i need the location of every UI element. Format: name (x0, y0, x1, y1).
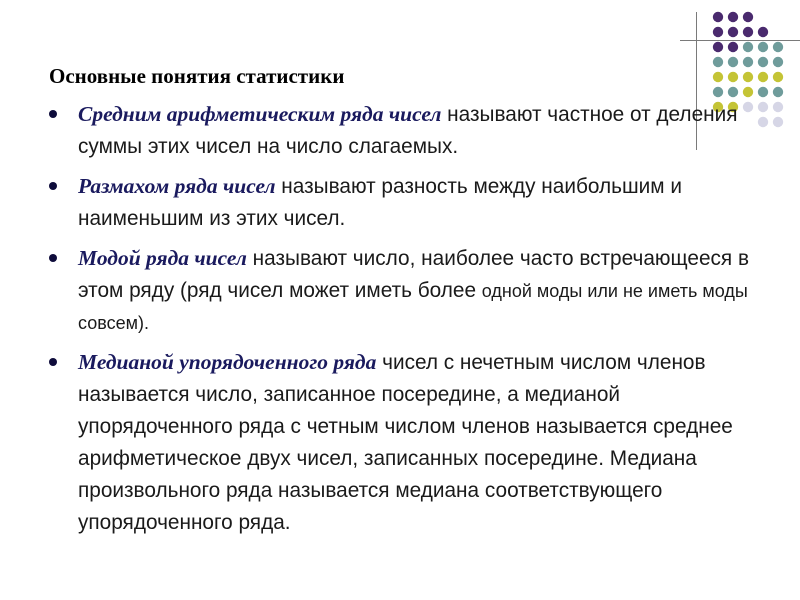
definition-mode: называют число, наиболее часто встречающееся в этом ряду (ряд чисел может иметь более (78, 247, 749, 302)
term-mode: Модой ряда чисел (78, 246, 247, 270)
decorative-dot (758, 87, 768, 97)
decorative-dot (758, 117, 768, 127)
slide-title: Основные понятия статистики (49, 64, 345, 88)
decorative-dot (743, 57, 753, 67)
bullet-icon (49, 254, 57, 262)
decorative-dot (773, 117, 783, 127)
decorative-dot (743, 87, 753, 97)
decorative-dot (773, 72, 783, 82)
decorative-dot (713, 12, 723, 22)
decorative-dot (713, 87, 723, 97)
list-item-mean (46, 98, 758, 163)
decorative-dot (743, 12, 753, 22)
decorative-dot (713, 27, 723, 37)
decorative-dot (713, 72, 723, 82)
decorative-dot (728, 57, 738, 67)
definition-median: чисел с нечетным числом членов называется число, записанное посередине, а медианой упорядоченного ряда с четным числом членов называется среднее арифметическое двух чисел, записанных посередине. Медиана произвольного ряда называется медиана соответствующего упорядоченного ряда. (78, 351, 733, 534)
definition-range: называют разность между наибольшим и наименьшим из этих чисел. (78, 175, 682, 230)
decorative-dot (773, 87, 783, 97)
decorative-dot (743, 72, 753, 82)
list-item-mode (46, 242, 758, 339)
decorative-dot (713, 42, 723, 52)
term-range: Размахом ряда чисел (78, 174, 276, 198)
definition-mode-continued: одной моды или не иметь моды совсем). (78, 281, 748, 333)
decorative-dot (743, 27, 753, 37)
decorative-dot (773, 42, 783, 52)
list-item-median (46, 346, 758, 539)
decorative-dot (728, 72, 738, 82)
decorative-dot (758, 27, 768, 37)
decorative-dot (728, 12, 738, 22)
decorative-dot (728, 87, 738, 97)
term-median: Медианой упорядоченного ряда (78, 350, 377, 374)
decorative-dot (713, 57, 723, 67)
decorative-dot (758, 102, 768, 112)
term-mean: Средним арифметическим ряда чисел (78, 102, 442, 126)
decorative-dot (758, 72, 768, 82)
decorative-dot (728, 27, 738, 37)
definition-mean: называют частное от деления суммы этих чисел на число слагаемых. (78, 103, 738, 158)
horizontal-divider-line (680, 40, 800, 41)
decorative-dot (743, 42, 753, 52)
decorative-dot (773, 57, 783, 67)
bullet-icon (49, 110, 57, 118)
decorative-dot (773, 102, 783, 112)
bullet-icon (49, 358, 57, 366)
decorative-dot (758, 57, 768, 67)
bullet-icon (49, 182, 57, 190)
list-item-range (46, 170, 758, 235)
decorative-dot (728, 42, 738, 52)
definition-list (46, 98, 758, 546)
decorative-dot (758, 42, 768, 52)
